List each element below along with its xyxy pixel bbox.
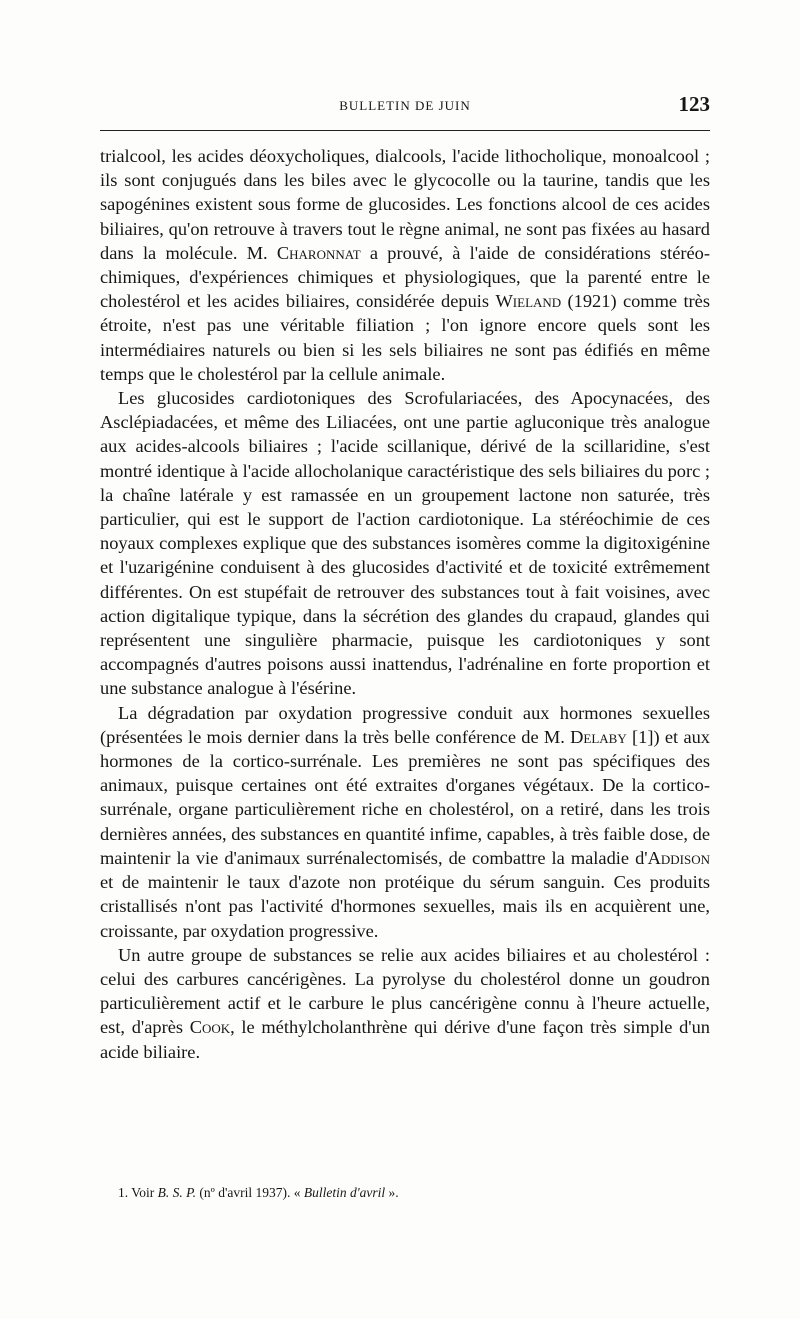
text-run: ». [385,1185,399,1200]
author-name: Cook [189,1017,231,1038]
author-name: Addison [647,847,710,868]
paragraph-1 [100,144,710,386]
text-run: La dégradation par oxydation progressive conduit aux hormones sexuelles (présentées le mois dernier dans la très belle conférence de M. [100,702,710,747]
text-run: ) et aux hormones de la cortico-surrénale. Les premières ne sont pas spécifiques des animaux, puisque certaines ont été extraites d'organes végétaux. De la cortico-surrénale, organe particulièrement riche en cholestérol, on a retiré, dans les trois dernières années, des substances en quantité infime, capables, à très faible dose, de maintenir la vie d'animaux surrénalectomisés, de combattre la maladie d' [100,726,710,868]
text-run: trialcool, les acides déoxycholiques, dialcools, l'acide lithocholique, monoalcool ; ils sont conjugués dans les biles avec le glycocolle ou la taurine, tandis que les sapogénines existent sous forme de glucosides. Les fonctions alcool de ces acides biliaires, qu'on retrouve à travers tout le règne animal, ne sont pas fixées au hasard dans la molécule. M. [100,146,710,263]
header-rule [100,130,710,131]
text-run: a prouvé, à l'aide de considérations stéréochimiques, d'expériences chimiques et physiologiques, que la parenté entre le cholestérol et les acides biliaires, considérée depuis [100,242,710,312]
footnote-number: 1. [118,1185,129,1200]
text-run: (nº d'avril 1937). « [196,1185,304,1200]
running-head [100,92,710,120]
journal-abbreviation: B. S. P. [157,1185,197,1200]
author-name: Wieland [495,291,562,312]
text-run: Les glucosides cardiotoniques des Scrofulariacées, des Apocynacées, des Asclépiadacées, et même des Liliacées, ont une partie agluconique très analogue aux acides-alcools biliaires ; l'acide scillanique, dérivé de la scillaridine, s'est montré identique à l'acide allocholanique caractéristique des sels biliaires du porc ; la chaîne latérale y est ramassée en un groupement lactone non saturée, très particulier, qui est le support de l'action cardiotonique. La stéréochimie de ces noyaux complexes explique que des substances isomères comme la digitoxigénine et l'uzarigénine conduisent à des glucosides d'activité et de toxicité extrêmement différentes. On est stupéfait de retrouver des substances tout à fait voisines, avec action digitalique typique, dans la sécrétion des glandes du crapaud, glandes qui représentent une singulière pharmacie, puisque les cardiotoniques y sont accompagnés d'autres poisons aussi inattendus, l'adrénaline en forte proportion et une substance analogue à l'ésérine. [100,388,710,699]
paragraph-4 [100,943,710,1064]
text-run: (1921) comme très étroite, n'est pas une véritable filiation ; l'on ignore encore quels sont les intermédiaires naturels ou bien si les sels biliaires ne sont pas édifiés en même temps que le cholestérol par la cellule animale. [100,291,711,384]
text-run: et de maintenir le taux d'azote non protéique du sérum sanguin. Ces produits cristallisés n'ont pas l'activité d'hormones sexuelles, mais ils en acquièrent une, croissante, par oxydation progressive. [100,872,710,941]
author-name: Delaby [570,726,627,747]
footnote [118,1184,710,1202]
page-number: 123 [678,92,710,116]
running-title: BULLETIN DE JUIN [339,98,471,113]
author-name: Charonnat [276,242,361,263]
text-run: Voir [131,1185,158,1200]
footnote-reference: [1] [626,726,654,747]
body-text [100,144,710,1064]
text-run: , le méthylcholanthrène qui dérive d'une façon très simple d'un acide biliaire. [100,1017,710,1062]
bulletin-title: Bulletin d'avril [303,1185,386,1200]
paragraph-2 [100,386,710,701]
text-run: Un autre groupe de substances se relie aux acides biliaires et au cholestérol : celui des carbures cancérigènes. La pyrolyse du cholestérol donne un goudron particulièrement actif et le carbure le plus cancérigène connu à l'heure actuelle, est, d'après [100,944,710,1038]
paragraph-3 [100,701,710,943]
